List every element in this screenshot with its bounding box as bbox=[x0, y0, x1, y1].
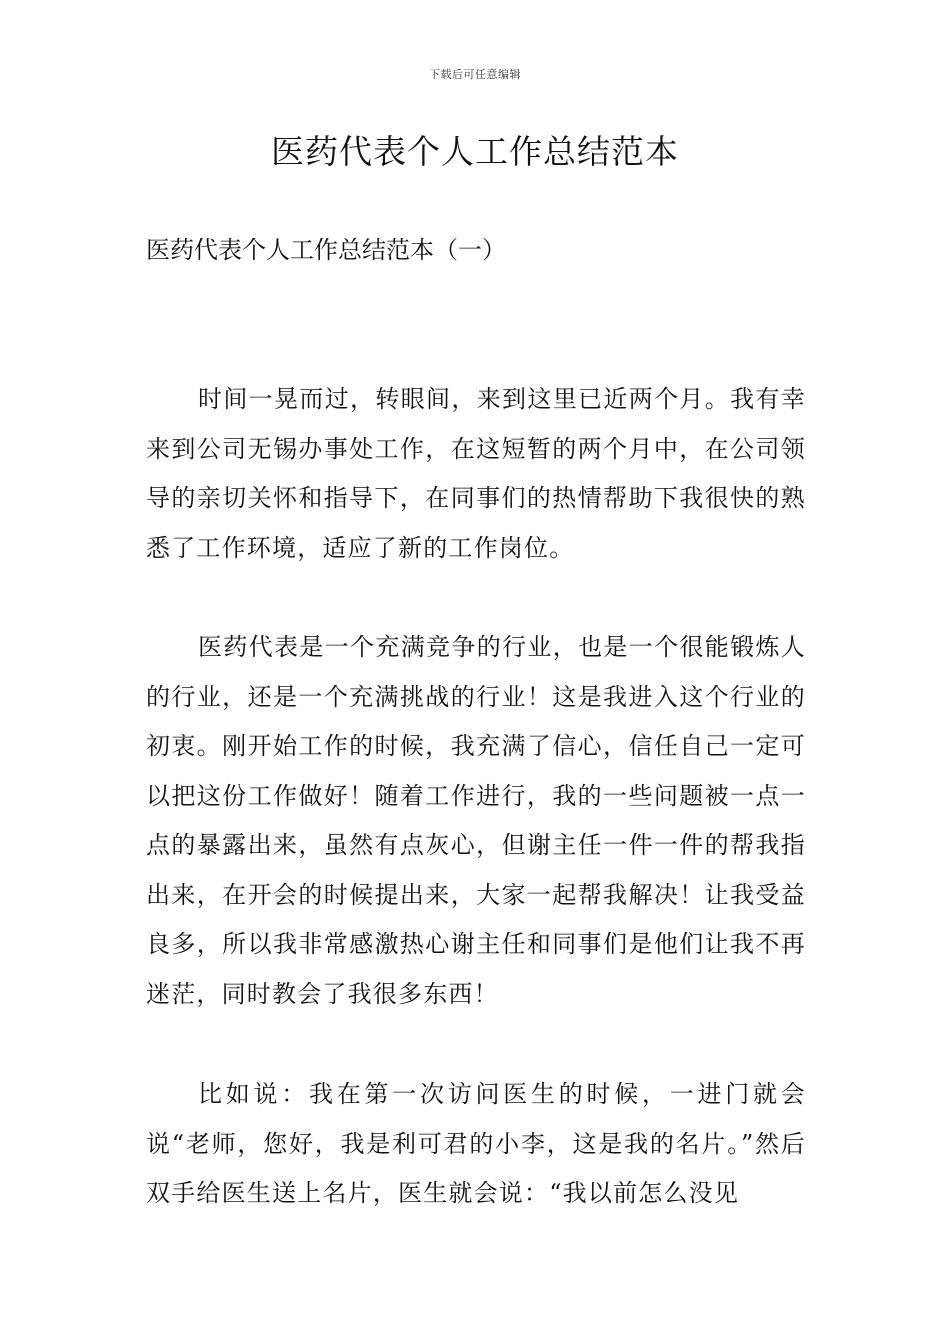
document-title: 医药代表个人工作总结范本 bbox=[271, 132, 679, 171]
header-note: 下载后可任意编辑 bbox=[429, 68, 521, 81]
paragraph-2: 医药代表是一个充满竞争的行业，也是一个很能锻炼人的行业，还是一个充满挑战的行业！这是我进入这个行业的初衷。刚开始工作的时候，我充满了信心，信任自己一定可以把这份工作做好！随着工作进行，我的一些问题被一点一点的暴露出来，虽然有点灰心，但谢主任一件一件的帮我指出来，在开会的时候提出来，大家一起帮我解决！让我受益良多，所以我非常感激热心谢主任和同事们是他们让我不再迷茫，同时教会了我很多东西！ bbox=[146, 633, 806, 1008]
section-heading: 医药代表个人工作总结范本（一） bbox=[146, 236, 506, 264]
paragraph-3: 比如说：我在第一次访问医生的时候，一进门就会说“老师，您好，我是利可君的小李，这是我的名片。”然后双手给医生送上名片，医生就会说：“我以前怎么没见 bbox=[146, 1080, 806, 1207]
paragraph-1: 时间一晃而过，转眼间，来到这里已近两个月。我有幸来到公司无锡办事处工作，在这短暂的两个月中，在公司领导的亲切关怀和指导下，在同事们的热情帮助下我很快的熟悉了工作环境，适应了新的工作岗位。 bbox=[146, 385, 806, 562]
